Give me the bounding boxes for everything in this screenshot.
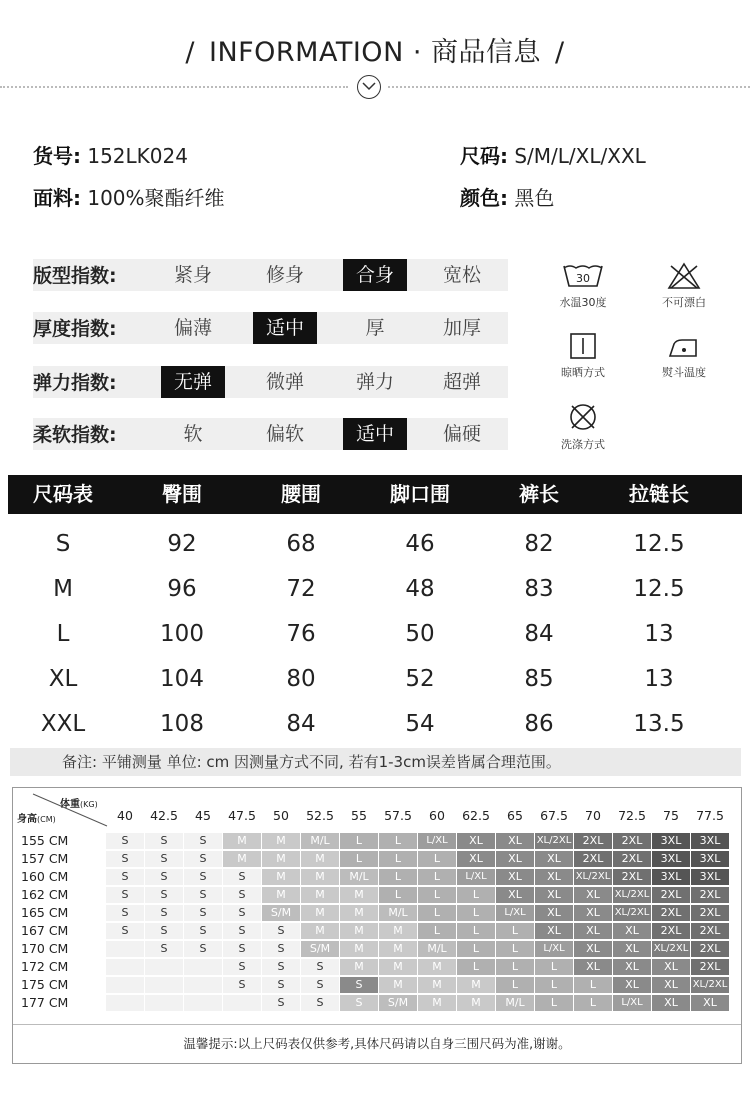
- chart-cell: S: [301, 977, 339, 993]
- index-option: 微弹: [265, 371, 304, 393]
- index-option: 适中: [253, 312, 317, 344]
- chart-cell: S: [184, 905, 222, 921]
- color-label: 颜色:: [460, 186, 508, 210]
- height-header: [17, 810, 56, 825]
- chart-cell: L: [418, 905, 456, 921]
- weight-label: 72.5: [618, 808, 646, 823]
- chart-cell: [106, 941, 144, 957]
- index-label: 弹力指数:: [33, 372, 117, 394]
- chart-cell: L: [574, 995, 612, 1011]
- care-iron: [644, 332, 724, 380]
- height-label: 162 CM: [21, 887, 69, 902]
- chart-cell: 2XL: [691, 941, 729, 957]
- chart-cell: XL/2XL: [652, 941, 690, 957]
- chart-cell: L/XL: [535, 941, 573, 957]
- wash-30-icon: [561, 262, 605, 290]
- chart-cell: XL: [496, 887, 534, 903]
- chart-cell: XL: [535, 887, 573, 903]
- chart-cell: M: [418, 995, 456, 1011]
- index-option: 修身: [265, 264, 304, 286]
- chart-cell: XL: [613, 977, 651, 993]
- chart-cell: S: [145, 941, 183, 957]
- chart-cell: S: [184, 869, 222, 885]
- chart-cell: M: [301, 851, 339, 867]
- chart-cell: S: [262, 941, 300, 957]
- chart-cell: M: [223, 851, 261, 867]
- chart-cell: XL/2XL: [613, 905, 651, 921]
- chart-cell: S: [106, 905, 144, 921]
- slash-right: /: [555, 37, 565, 68]
- chevron-down-icon: [357, 75, 381, 99]
- chart-cell: S: [184, 851, 222, 867]
- care-no-bleach-label: 不可漂白: [662, 296, 706, 309]
- index-option: 适中: [343, 418, 407, 450]
- chart-cell: M: [262, 833, 300, 849]
- chart-cell: XL: [457, 833, 495, 849]
- iron-icon: [666, 332, 702, 360]
- chart-cell: M: [262, 869, 300, 885]
- no-dryclean-icon: [567, 402, 599, 432]
- chart-cell: XL: [574, 887, 612, 903]
- chart-cell: M: [457, 977, 495, 993]
- sizes: [460, 140, 646, 169]
- no-bleach-icon: [666, 262, 702, 290]
- chart-cell: S: [223, 923, 261, 939]
- size-fit-chart: [12, 787, 742, 1064]
- chart-cell: XL: [574, 959, 612, 975]
- chart-cell: XL/2XL: [574, 869, 612, 885]
- index-label: 柔软指数:: [33, 424, 117, 446]
- chart-cell: 2XL: [613, 869, 651, 885]
- care-dry-label: 晾晒方式: [561, 366, 605, 379]
- color-value: 黑色: [514, 186, 555, 210]
- chart-cell: 2XL: [652, 905, 690, 921]
- index-option: 紧身: [173, 264, 212, 286]
- weight-label: 40: [117, 808, 133, 823]
- chart-cell: M: [340, 923, 378, 939]
- chart-cell: [145, 977, 183, 993]
- chart-cell: L/XL: [496, 905, 534, 921]
- chart-cell: [184, 977, 222, 993]
- chart-cell: XL/2XL: [691, 977, 729, 993]
- size-table-cell: 83: [524, 576, 554, 602]
- chart-cell: L/XL: [457, 869, 495, 885]
- chart-cell: M: [418, 977, 456, 993]
- chart-cell: M: [301, 923, 339, 939]
- chart-cell: L: [418, 923, 456, 939]
- chart-cell: [106, 995, 144, 1011]
- size-table-cell: 92: [167, 531, 197, 557]
- chart-cell: S: [223, 887, 261, 903]
- page-title: [0, 30, 750, 69]
- size-table-cell: 82: [524, 531, 554, 557]
- chart-cell: S: [262, 995, 300, 1011]
- size-table-cell: 13: [644, 666, 674, 692]
- chart-cell: L/XL: [613, 995, 651, 1011]
- chart-cell: L: [457, 905, 495, 921]
- weight-label: 67.5: [540, 808, 568, 823]
- chart-cell: L: [457, 959, 495, 975]
- chart-cell: L: [379, 887, 417, 903]
- fabric-label: 面料:: [33, 186, 81, 210]
- weight-label: 47.5: [228, 808, 256, 823]
- care-iron-label: 熨斗温度: [662, 366, 706, 379]
- size-table-note: [10, 748, 741, 776]
- size-table-cell: 76: [286, 621, 316, 647]
- size-table-cell: 85: [524, 666, 554, 692]
- index-option: 无弹: [161, 366, 225, 398]
- chart-cell: M: [340, 905, 378, 921]
- index-option: 偏软: [265, 423, 304, 445]
- chart-cell: S: [262, 923, 300, 939]
- chart-cell: M/L: [301, 833, 339, 849]
- weight-label: 57.5: [384, 808, 412, 823]
- chart-cell: 3XL: [691, 851, 729, 867]
- chart-cell: M: [340, 887, 378, 903]
- size-table-cell: 52: [405, 666, 435, 692]
- wash-temp-text: 30: [576, 272, 590, 285]
- size-table-cell: 84: [524, 621, 554, 647]
- weight-label: 45: [195, 808, 211, 823]
- chart-cell: S: [106, 833, 144, 849]
- chart-cell: 2XL: [691, 905, 729, 921]
- item-number: [33, 140, 188, 169]
- chart-cell: M: [457, 995, 495, 1011]
- chart-cell: XL: [574, 941, 612, 957]
- chart-cell: S: [145, 923, 183, 939]
- chart-cell: XL: [613, 959, 651, 975]
- index-option: 软: [183, 423, 203, 445]
- size-table-col-header: 裤长: [519, 482, 559, 506]
- chart-cell: S: [223, 959, 261, 975]
- size-table-cell: 13: [644, 621, 674, 647]
- chart-cell: S: [184, 923, 222, 939]
- chart-cell: L: [535, 959, 573, 975]
- item-number-label: 货号:: [33, 144, 81, 168]
- chart-cell: S: [223, 977, 261, 993]
- chart-cell: L: [379, 851, 417, 867]
- weight-label: 62.5: [462, 808, 490, 823]
- chart-cell: S/M: [379, 995, 417, 1011]
- chart-cell: S: [145, 851, 183, 867]
- chart-cell: 2XL: [691, 923, 729, 939]
- chart-cell: XL: [457, 851, 495, 867]
- chart-cell: S: [223, 905, 261, 921]
- chart-cell: 2XL: [691, 959, 729, 975]
- chart-cell: XL/2XL: [535, 833, 573, 849]
- chart-cell: L: [418, 869, 456, 885]
- size-table-cell: 72: [286, 576, 316, 602]
- size-table-cell: S: [55, 531, 71, 557]
- chart-cell: 3XL: [691, 833, 729, 849]
- chart-cell: M/L: [379, 905, 417, 921]
- chart-cell: S: [301, 959, 339, 975]
- chart-cell: 3XL: [652, 851, 690, 867]
- chart-cell: [184, 995, 222, 1011]
- weight-header: [60, 795, 98, 810]
- chart-cell: S: [106, 923, 144, 939]
- size-table-header: [8, 475, 742, 514]
- chart-cell: L: [496, 941, 534, 957]
- chart-cell: M: [262, 851, 300, 867]
- chart-cell: XL/2XL: [613, 887, 651, 903]
- divider-left: [0, 86, 348, 88]
- size-table-cell: 104: [160, 666, 204, 692]
- weight-label: 65: [507, 808, 523, 823]
- divider-right: [388, 86, 750, 88]
- chart-cell: S: [262, 977, 300, 993]
- size-table-cell: 86: [524, 711, 554, 737]
- care-wash: [543, 262, 623, 310]
- chart-cell: S: [184, 941, 222, 957]
- chart-cell: [106, 977, 144, 993]
- item-number-value: 152LK024: [87, 144, 188, 168]
- slash-left: /: [185, 37, 195, 68]
- chart-cell: M: [340, 941, 378, 957]
- index-option: 加厚: [442, 317, 481, 339]
- height-header-label: 身高: [17, 814, 37, 825]
- chart-cell: L/XL: [418, 833, 456, 849]
- chart-cell: XL: [574, 923, 612, 939]
- fabric-value: 100%聚酯纤维: [87, 186, 225, 210]
- index-option: 偏硬: [442, 423, 481, 445]
- size-table-cell: 48: [405, 576, 435, 602]
- size-table-cell: 96: [167, 576, 197, 602]
- size-table-cell: XL: [48, 666, 78, 692]
- chart-cell: L: [496, 923, 534, 939]
- chart-cell: S: [106, 887, 144, 903]
- chart-cell: XL: [613, 923, 651, 939]
- chart-cell: L: [379, 869, 417, 885]
- care-no-dryclean: [543, 402, 623, 452]
- chart-cell: L: [457, 887, 495, 903]
- chart-cell: M: [379, 977, 417, 993]
- weight-label: 75: [663, 808, 679, 823]
- chart-cell: L: [418, 887, 456, 903]
- line-dry-icon: [568, 332, 598, 360]
- chart-cell: S: [106, 851, 144, 867]
- weight-header-unit: (KG): [80, 800, 98, 809]
- chart-cell: XL: [496, 833, 534, 849]
- chart-cell: S: [145, 887, 183, 903]
- care-dry: [543, 332, 623, 380]
- size-table-cell: 54: [405, 711, 435, 737]
- index-option: 偏薄: [173, 317, 212, 339]
- care-no-bleach: [644, 262, 724, 310]
- weight-label: 52.5: [306, 808, 334, 823]
- height-label: 170 CM: [21, 941, 69, 956]
- chart-cell: S: [223, 869, 261, 885]
- index-option: 弹力: [355, 371, 394, 393]
- chart-cell: L: [457, 941, 495, 957]
- size-table-cell: L: [56, 621, 70, 647]
- index-option: 合身: [343, 259, 407, 291]
- height-label: 175 CM: [21, 977, 69, 992]
- height-label: 160 CM: [21, 869, 69, 884]
- chart-cell: S: [262, 959, 300, 975]
- size-table-cell: 68: [286, 531, 316, 557]
- chart-cell: [184, 959, 222, 975]
- height-label: 157 CM: [21, 851, 69, 866]
- index-row: [33, 366, 508, 398]
- chart-cell: L: [340, 851, 378, 867]
- weight-label: 50: [273, 808, 289, 823]
- chart-cell: S/M: [301, 941, 339, 957]
- height-label: 155 CM: [21, 833, 69, 848]
- index-row: [33, 259, 508, 291]
- chart-cell: L: [496, 959, 534, 975]
- title-text: INFORMATION · 商品信息: [208, 37, 542, 68]
- chart-cell: XL: [652, 995, 690, 1011]
- chart-cell: [145, 959, 183, 975]
- weight-header-label: 体重: [60, 799, 80, 810]
- size-table-cell: 12.5: [633, 576, 685, 602]
- size-table-col-header: 脚口围: [390, 482, 450, 506]
- chart-cell: 2XL: [574, 851, 612, 867]
- size-table-cell: M: [53, 576, 73, 602]
- size-table-col-header: 拉链长: [629, 482, 689, 506]
- weight-label: 42.5: [150, 808, 178, 823]
- chart-cell: S: [184, 833, 222, 849]
- chart-cell: S: [106, 869, 144, 885]
- size-table-col-header: 尺码表: [33, 482, 93, 506]
- index-label: 版型指数:: [33, 265, 117, 287]
- chart-cell: XL: [535, 905, 573, 921]
- weight-label: 60: [429, 808, 445, 823]
- chart-cell: M: [301, 887, 339, 903]
- chart-cell: XL: [613, 941, 651, 957]
- size-table-cell: XXL: [40, 711, 86, 737]
- chart-cell: XL: [574, 905, 612, 921]
- fabric: [33, 182, 225, 211]
- index-option: 厚: [365, 317, 385, 339]
- chart-cell: L: [496, 977, 534, 993]
- chart-tip: 温馨提示:以上尺码表仅供参考,具体尺码请以自身三围尺码为准,谢谢。: [13, 1024, 741, 1063]
- chart-cell: S: [301, 995, 339, 1011]
- chart-cell: M: [418, 959, 456, 975]
- chart-cell: L: [418, 851, 456, 867]
- height-label: 177 CM: [21, 995, 69, 1010]
- chart-cell: M: [262, 887, 300, 903]
- chart-cell: L: [457, 923, 495, 939]
- chart-cell: L: [574, 977, 612, 993]
- chart-cell: 2XL: [652, 887, 690, 903]
- index-row: [33, 312, 508, 344]
- chart-cell: 2XL: [652, 923, 690, 939]
- size-table-cell: 108: [160, 711, 204, 737]
- chart-cell: XL: [535, 851, 573, 867]
- chart-cell: M/L: [418, 941, 456, 957]
- chart-cell: S: [145, 833, 183, 849]
- size-table-cell: 50: [405, 621, 435, 647]
- index-option: 宽松: [442, 264, 481, 286]
- care-no-dryclean-label: 洗涤方式: [561, 438, 605, 451]
- chart-cell: M: [301, 869, 339, 885]
- chart-cell: 2XL: [613, 851, 651, 867]
- weight-label: 55: [351, 808, 367, 823]
- chart-cell: S: [184, 887, 222, 903]
- size-table-cell: 12.5: [633, 531, 685, 557]
- chart-cell: L: [535, 995, 573, 1011]
- chart-cell: S: [145, 869, 183, 885]
- chart-cell: M: [379, 923, 417, 939]
- height-label: 172 CM: [21, 959, 69, 974]
- chart-cell: XL: [652, 977, 690, 993]
- size-table-cell: 13.5: [633, 711, 685, 737]
- weight-label: 77.5: [696, 808, 724, 823]
- chart-cell: M/L: [496, 995, 534, 1011]
- care-wash-label: 水温30度: [559, 296, 607, 309]
- chart-cell: XL: [535, 923, 573, 939]
- size-table-cell: 80: [286, 666, 316, 692]
- chart-cell: M: [340, 959, 378, 975]
- chart-cell: S: [223, 941, 261, 957]
- sizes-label: 尺码:: [460, 144, 508, 168]
- chart-cell: XL: [496, 869, 534, 885]
- chart-cell: L: [379, 833, 417, 849]
- chart-cell: M: [379, 941, 417, 957]
- size-table-cell: 46: [405, 531, 435, 557]
- size-table-col-header: 臀围: [162, 482, 202, 506]
- chart-cell: 3XL: [652, 833, 690, 849]
- chart-cell: XL: [496, 851, 534, 867]
- chart-cell: S: [145, 905, 183, 921]
- chart-cell: XL: [691, 995, 729, 1011]
- chart-cell: XL: [652, 959, 690, 975]
- chart-cell: XL: [535, 869, 573, 885]
- chart-cell: [223, 995, 261, 1011]
- chart-cell: S: [340, 995, 378, 1011]
- chart-cell: M: [301, 905, 339, 921]
- size-table-cell: 84: [286, 711, 316, 737]
- size-table-col-header: 腰围: [281, 482, 321, 506]
- height-header-unit: (CM): [37, 815, 56, 824]
- weight-label: 70: [585, 808, 601, 823]
- size-table-cell: 100: [160, 621, 204, 647]
- chart-cell: S: [340, 977, 378, 993]
- chart-cell: 3XL: [691, 869, 729, 885]
- sizes-value: S/M/L/XL/XXL: [514, 144, 646, 168]
- note-text: 备注: 平铺测量 单位: cm 因测量方式不同, 若有1-3cm误差皆属合理范围。: [62, 753, 561, 771]
- chart-cell: 2XL: [613, 833, 651, 849]
- index-row: [33, 418, 508, 450]
- chart-cell: M: [379, 959, 417, 975]
- height-label: 165 CM: [21, 905, 69, 920]
- index-label: 厚度指数:: [33, 318, 117, 340]
- chart-cell: [106, 959, 144, 975]
- index-option: 超弹: [442, 371, 481, 393]
- chart-cell: L: [340, 833, 378, 849]
- chart-cell: M: [223, 833, 261, 849]
- height-label: 167 CM: [21, 923, 69, 938]
- chart-cell: [145, 995, 183, 1011]
- chart-cell: 2XL: [574, 833, 612, 849]
- chart-cell: S/M: [262, 905, 300, 921]
- chart-cell: L: [535, 977, 573, 993]
- color: [460, 182, 554, 211]
- chart-cell: 2XL: [691, 887, 729, 903]
- chart-cell: M/L: [340, 869, 378, 885]
- chart-cell: 3XL: [652, 869, 690, 885]
